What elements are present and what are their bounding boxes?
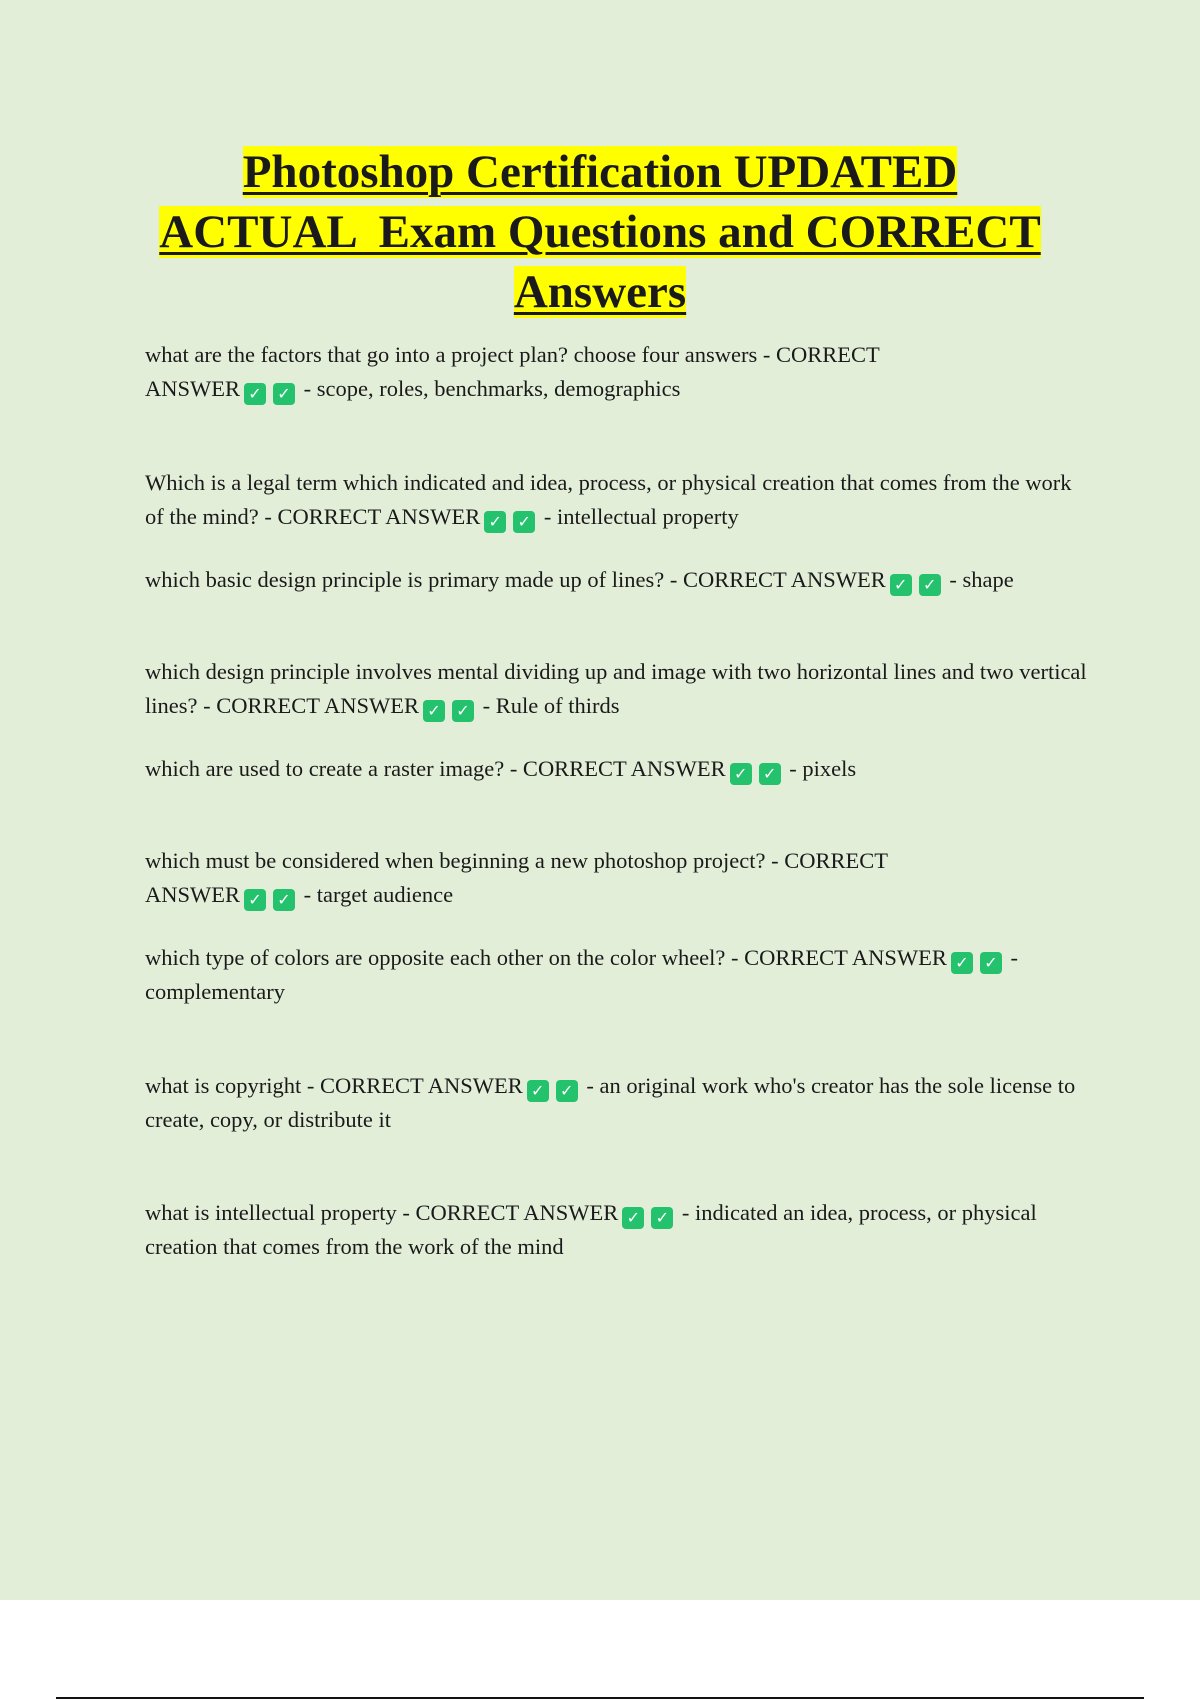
check-mark-icon: ✓ bbox=[651, 1207, 673, 1229]
check-mark-icon: ✓ bbox=[484, 511, 506, 533]
check-mark-icon: ✓ bbox=[622, 1207, 644, 1229]
check-mark-icon: ✓ bbox=[980, 952, 1002, 974]
correct-answer-label: - CORRECT ANSWER bbox=[145, 848, 888, 907]
question-text: which basic design principle is primary made up of lines? bbox=[145, 567, 670, 592]
check-mark-icon: ✓ bbox=[556, 1080, 578, 1102]
title-line: ACTUAL Exam Questions and CORRECT bbox=[159, 206, 1041, 258]
qa-item bbox=[145, 1196, 1095, 1264]
qa-item bbox=[145, 1069, 1095, 1137]
answer-text: - complementary bbox=[145, 945, 1019, 1004]
qa-item bbox=[145, 752, 1095, 786]
document-title bbox=[120, 142, 1080, 322]
answer-text: - scope, roles, benchmarks, demographics bbox=[298, 376, 681, 401]
correct-answer-label: - CORRECT ANSWER bbox=[264, 504, 481, 529]
question-text: which type of colors are opposite each other on the color wheel? bbox=[145, 945, 732, 970]
answer-text: - indicated an idea, process, or physical creation that comes from the work of the mind bbox=[145, 1200, 1037, 1259]
question-text: what is intellectual property bbox=[145, 1200, 403, 1225]
question-text: what are the factors that go into a project plan? choose four answers bbox=[145, 342, 763, 367]
qa-item bbox=[145, 466, 1095, 534]
check-mark-icon: ✓ bbox=[244, 889, 266, 911]
answer-text: - intellectual property bbox=[538, 504, 739, 529]
correct-answer-label: - CORRECT ANSWER bbox=[509, 756, 726, 781]
answer-text: - an original work who's creator has the sole license to create, copy, or distribute it bbox=[145, 1073, 1076, 1132]
answer-text: - target audience bbox=[298, 882, 454, 907]
check-mark-icon: ✓ bbox=[513, 511, 535, 533]
correct-answer-label: - CORRECT ANSWER bbox=[306, 1073, 523, 1098]
check-mark-icon: ✓ bbox=[452, 700, 474, 722]
correct-answer-label: - CORRECT ANSWER bbox=[402, 1200, 619, 1225]
qa-item bbox=[145, 655, 1095, 723]
footer-rule bbox=[56, 1697, 1144, 1699]
answer-text: - pixels bbox=[783, 756, 857, 781]
correct-answer-label: - CORRECT ANSWER bbox=[731, 945, 947, 970]
title-line: Answers bbox=[513, 266, 687, 318]
check-mark-icon: ✓ bbox=[273, 889, 295, 911]
question-text: which design principle involves mental dividing up and image with two horizontal lines and two vertical lines? bbox=[145, 659, 1087, 718]
title-line: Photoshop Certification UPDATED bbox=[242, 146, 958, 198]
check-mark-icon: ✓ bbox=[244, 383, 266, 405]
check-mark-icon: ✓ bbox=[730, 763, 752, 785]
check-mark-icon: ✓ bbox=[759, 763, 781, 785]
qa-item bbox=[145, 844, 945, 912]
answer-text: - Rule of thirds bbox=[476, 693, 620, 718]
qa-item bbox=[145, 563, 1095, 597]
check-mark-icon: ✓ bbox=[527, 1080, 549, 1102]
question-text: which are used to create a raster image? bbox=[145, 756, 510, 781]
question-text: which must be considered when beginning a new photoshop project? bbox=[145, 848, 772, 873]
qa-item bbox=[145, 941, 1095, 1009]
correct-answer-label: - CORRECT ANSWER bbox=[203, 693, 419, 718]
answer-text: - shape bbox=[943, 567, 1014, 592]
check-mark-icon: ✓ bbox=[423, 700, 445, 722]
correct-answer-label: - CORRECT ANSWER bbox=[145, 342, 880, 401]
check-mark-icon: ✓ bbox=[890, 574, 912, 596]
qa-item bbox=[145, 338, 945, 406]
check-mark-icon: ✓ bbox=[951, 952, 973, 974]
question-text: what is copyright bbox=[145, 1073, 307, 1098]
question-text: Which is a legal term which indicated and idea, process, or physical creation that comes from the work of the mind? bbox=[145, 470, 1072, 529]
check-mark-icon: ✓ bbox=[273, 383, 295, 405]
check-mark-icon: ✓ bbox=[919, 574, 941, 596]
correct-answer-label: - CORRECT ANSWER bbox=[669, 567, 886, 592]
